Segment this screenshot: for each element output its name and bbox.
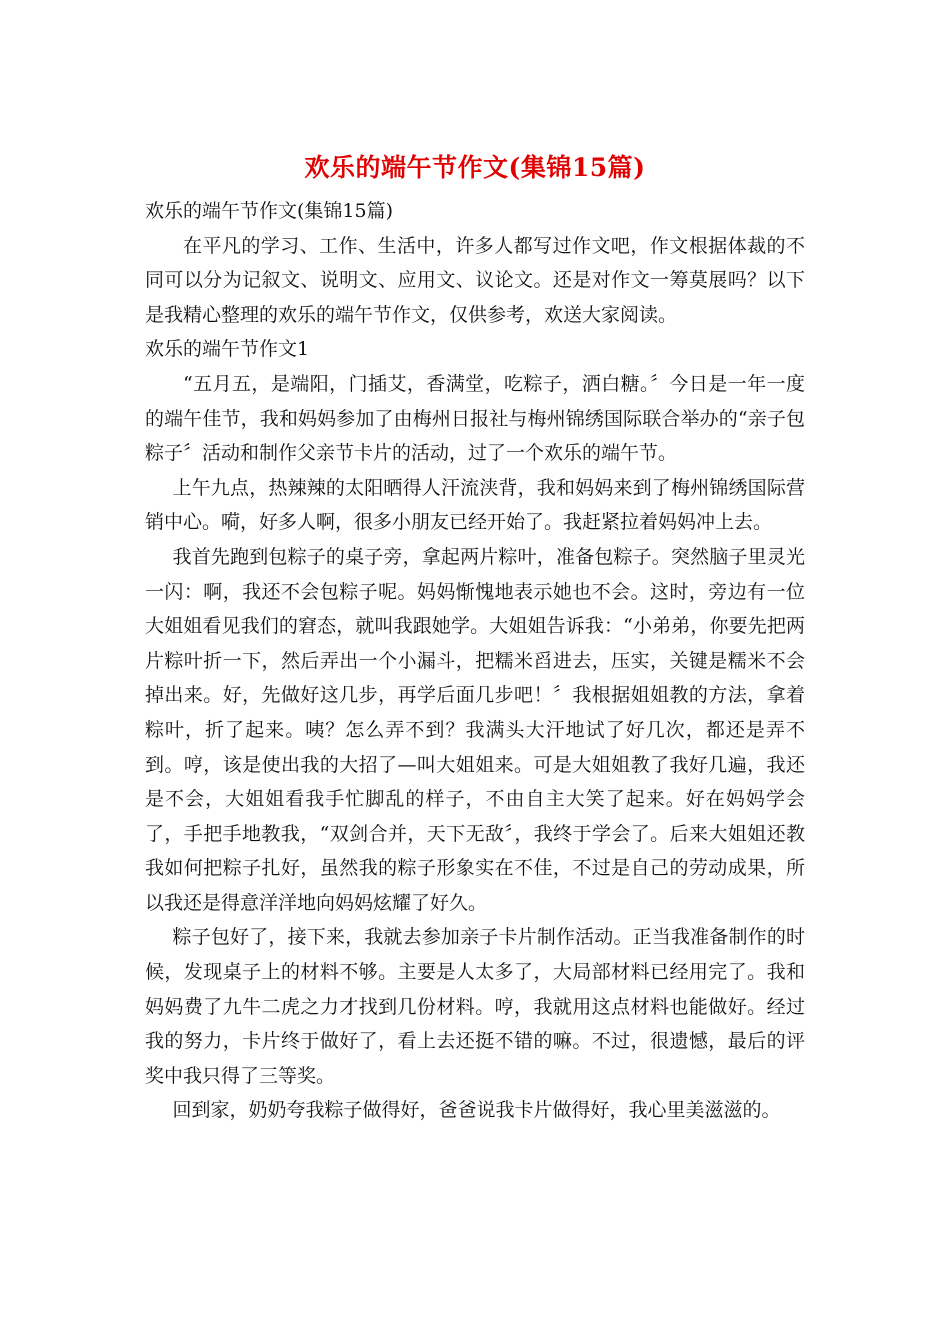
body-paragraph-2: 上午九点，热辣辣的太阳晒得人汗流浃背，我和妈妈来到了梅州锦绣国际营销中心。嗬，好多人啊，很多小朋友已经开始了。我赶紧拉着妈妈冲上去。 [145, 476, 805, 534]
body-paragraph-5: 回到家，奶奶夸我粽子做得好，爸爸说我卡片做得好，我心里美滋滋的。 [172, 1099, 781, 1122]
body-paragraph-3: 我首先跑到包粽子的桌子旁，拿起两片粽叶，准备包粽子。突然脑子里灵光一闪：啊，我还不会包粽子呢。妈妈惭愧地表示她也不会。这时，旁边有一位大姐姐看见我们的窘态，就叫我跟她学。大姐姐告诉我：“小弟弟，你要先把两片粽叶折一下，然后弄出一个小漏斗，把糯米舀进去，压实，关键是糯米不会掉出来。好，先做好这几步，再学后面几步吧！〞我根据姐姐教的方法，拿着粽叶，折了起来。咦？怎么弄不到？我满头大汗地试了好几次，都还是弄不到。哼，该是使出我的大招了—叫大姐姐来。可是大姐姐教了我好几遍，我还是不会，大姐姐看我手忙脚乱的样子，不由自主大笑了起来。好在妈妈学会了，手把手地教我，“双剑合并，天下无敌〞，我终于学会了。后来大姐姐还教我如何把粽子扎好，虽然我的粽子形象实在不佳，不过是自己的劳动成果，所以我还是得意洋洋地向妈妈炫耀了好久。 [145, 545, 805, 914]
document-subtitle: 欢乐的端午节作文(集锦15篇) [145, 200, 394, 222]
body-paragraph-4: 粽子包好了，接下来，我就去参加亲子卡片制作活动。正当我准备制作的时候，发现桌子上的材料不够。主要是人太多了，大局部材料已经用完了。我和妈妈费了九牛二虎之力才找到几份材料。哼，我就用这点材料也能做好。经过我的努力，卡片终于做好了，看上去还挺不错的嘛。不过，很遗憾，最后的评奖中我只得了三等奖。 [145, 926, 805, 1087]
document-body [145, 194, 805, 1128]
document-title: 欢乐的端午节作文(集锦15篇) [304, 153, 646, 182]
body-paragraph-1: “五月五，是端阳，门插艾，香满堂，吃粽子，洒白糖。〞今日是一年一度的端午佳节，我和妈妈参加了由梅州日报社与梅州锦绣国际联合举办的“亲子包粽子〞活动和制作父亲节卡片的活动，过了一个欢乐的端午节。 [145, 372, 805, 465]
section-heading: 欢乐的端午节作文1 [145, 338, 310, 361]
intro-paragraph: 在平凡的学习、工作、生活中，许多人都写过作文吧，作文根据体裁的不同可以分为记叙文、说明文、应用文、议论文。还是对作文一筹莫展吗？以下是我精心整理的欢乐的端午节作文，仅供参考，欢送大家阅读。 [145, 234, 805, 326]
